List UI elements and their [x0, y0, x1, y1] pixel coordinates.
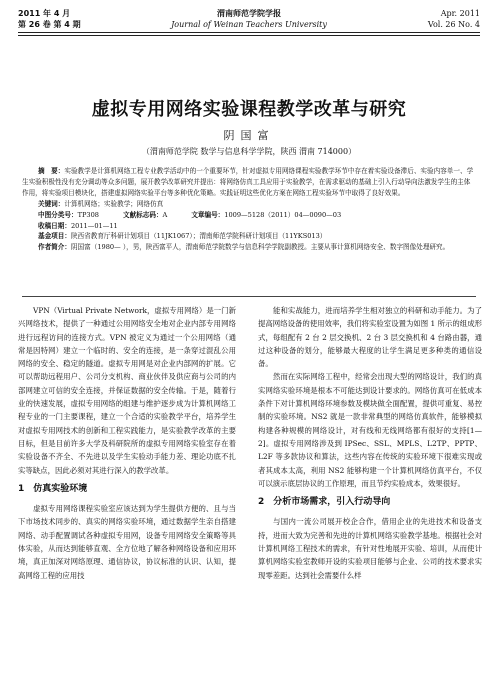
issue-volume-en-line: Vol. 26 No. 4	[427, 20, 480, 29]
journal-name	[18, 8, 480, 30]
section-heading-2: 2 分析市场需求，引入行动导向	[258, 497, 391, 508]
articleno-label: 文章编号：	[191, 210, 225, 219]
keywords-text: 计算机网络；实验教学；网络仿真	[64, 199, 164, 208]
header-rule-thick	[18, 32, 480, 33]
clc-label: 中图分类号：	[38, 210, 78, 219]
fund-text: 陕西省教育厅科研计划项目（11JK1067）；渭南师范学院科研计划项目（11YKS013）	[70, 232, 327, 241]
header-rule-thin	[18, 35, 480, 36]
fund-info	[22, 231, 476, 242]
body-column-left	[18, 304, 236, 582]
abstract-block	[22, 166, 476, 253]
right-paragraph-1: 能和实战能力，进而培养学生相对独立的科研和动手能力。为了提高网络设备的使用效率，我们将实验室设置为如图 1 所示的组成形式，每组配有 2 台 2 层交换机、2 台 3 层交换机和 4 台路由器，通过这种设备的划分，能够最大程度的让学生满足更多种类的通信设备。	[258, 306, 482, 369]
journal-name-en: Journal of Weinan Teachers University	[171, 20, 327, 29]
section-heading-1: 1 仿真实验环境	[18, 483, 88, 494]
doccode-label: 文献标志码：	[122, 210, 163, 219]
article-author: 阴国富	[223, 129, 275, 142]
author-affiliation: （渭南师范学院 数学与信息科学学院，陕西 渭南 714000）	[141, 147, 357, 156]
fund-label: 基金项目：	[38, 232, 71, 241]
abstract-text: 实验教学是计算机网络工程专业教学活动中的一个重要环节，针对虚拟专用网络课程实验教学环节中存在着实验设备滞后、实验内容单一、学生实验积极性没有充分调动等众多问题，展开教学改革研究并提出：将网络仿真工具应用于实验教学，在需求驱动的基础上引入行动导向法激发学生的主体作用，将实验项目模块化，搭建虚拟网络实验平台等多种优化策略。实践证明这些优化方案在网络工程实验环节中取得了良好效果。	[22, 167, 474, 197]
bio-label: 作者简介：	[38, 243, 71, 252]
bio-text: 阴国富（1980— ），男，陕西富平人，渭南师范学院数学与信息科学学院副教授。主要从事计算机网络安全、数字图像处理研究。	[70, 243, 450, 252]
article-title: 虚拟专用网络实验课程教学改革与研究	[91, 99, 407, 120]
body-column-right	[258, 304, 482, 582]
abstract-label: 摘 要：	[38, 167, 65, 175]
intro-paragraph: VPN（Virtual Private Network，虚拟专用网络）是一门新兴网络技术，提供了一种通过公用网络安全地对企业内部专用网络进行远程访问的连接方式。VPN 被定义为通过一个公用网络（通常是因特网）建立一个临时的、安全的连接，是一条穿过混乱公用网络的安全、稳定的隧道。虚拟专用网是对企业内部网的扩展。它可以帮助远程用户、公司分支机构、商业伙伴及供应商与公司的内部网建立可信的安全连接，并保证数据的安全传输。于是，随着行业的快速发展，虚拟专用网络的组建与维护逐步成为计算机网络工程专业的一门主要课程，建立一个合适的实验教学平台，培养学生对虚拟专用网技术的创新和工程实践能力，是实验教学改革的主要目标，但是目前许多大学及科研院所的虚拟专用网络实验室存在着实验设备不齐全、不先进以及学生实验动手能力差、理论功底不扎实等缺点，因此必须对其进行深入的教学改革。	[18, 306, 236, 475]
right-paragraph-2: 然而在实际网络工程中，经常会出现大型的网络设计，我们的真实网络实验环境是根本不可能达到设计要求的。网络仿真可在低成本条件下对计算机网络环境参数及模块做全面配置，提供可重复、易控制的实验环境。NS2 就是一款非常典型的网络仿真软件，能够模拟构建各种规模的网络设计，对有线和无线网络都有很好的支持[1—2]。虚拟专用网络涉及到 IPSec、SSL、MPLS、L2TP、PPTP、L2F 等多款协议和算法，这些内容在传统的实验环境下很难实现或者其成本太高，利用 NS2 能够构建一个计算机网络仿真平台，不仅可以演示底层协议的工作原理，而且节约实验成本，效果很好。	[258, 372, 482, 488]
clc-value: TP308	[77, 210, 99, 219]
journal-name-cn: 渭南师范学院学报	[217, 9, 281, 18]
doccode-value: A	[162, 210, 168, 219]
issue-date-en	[428, 8, 480, 30]
keywords-label: 关键词：	[38, 199, 65, 208]
section2-paragraph: 与国内一流公司展开校企合作，借用企业的先进技术和设备支持，进而大致为完善和先进的计算机网络实验教学基地。根据社会对计算机网络工程技术的需求，有针对性地展开实验、培训，从而使计算机网络实验室教师开设的实验项目能够与企业、公司的技术要求实现零差距。达到社会需要什么样	[258, 517, 482, 580]
issue-date-en-line: Apr. 2011	[440, 9, 480, 18]
issue-volume-line: 第 26 卷 第 4 期	[18, 20, 81, 29]
abstract	[22, 166, 476, 199]
section1-paragraph: 虚拟专用网络课程实验室应该达到为学生提供方便的、且与当下市场技术同步的、真实的网络实验环境，通过数据学生亲自搭建网络、动手配置调试各种虚拟专用网，设备专用网络安全策略等具体实验，从而达到能够直观、全方位地了解各种网络设备和应用环境，真正加深对网络原理、通信协议，协议标准的认识、认知，提高网络工程的应用技	[18, 504, 236, 580]
classification-row	[22, 210, 476, 221]
article-number	[191, 210, 341, 221]
keywords	[22, 199, 476, 210]
received-label: 收稿日期：	[38, 221, 71, 230]
journal-header	[18, 8, 480, 44]
document-code	[123, 210, 167, 221]
articleno-value: 1009—5128（2011）04—0090—03	[224, 210, 342, 219]
abstract-divider	[22, 296, 476, 297]
clc-code	[38, 210, 99, 221]
received-date	[22, 221, 476, 232]
author-bio	[22, 242, 476, 253]
received-value: 2011—01—11	[70, 221, 118, 230]
issue-date-line: 2011 年 4 月	[18, 9, 71, 18]
